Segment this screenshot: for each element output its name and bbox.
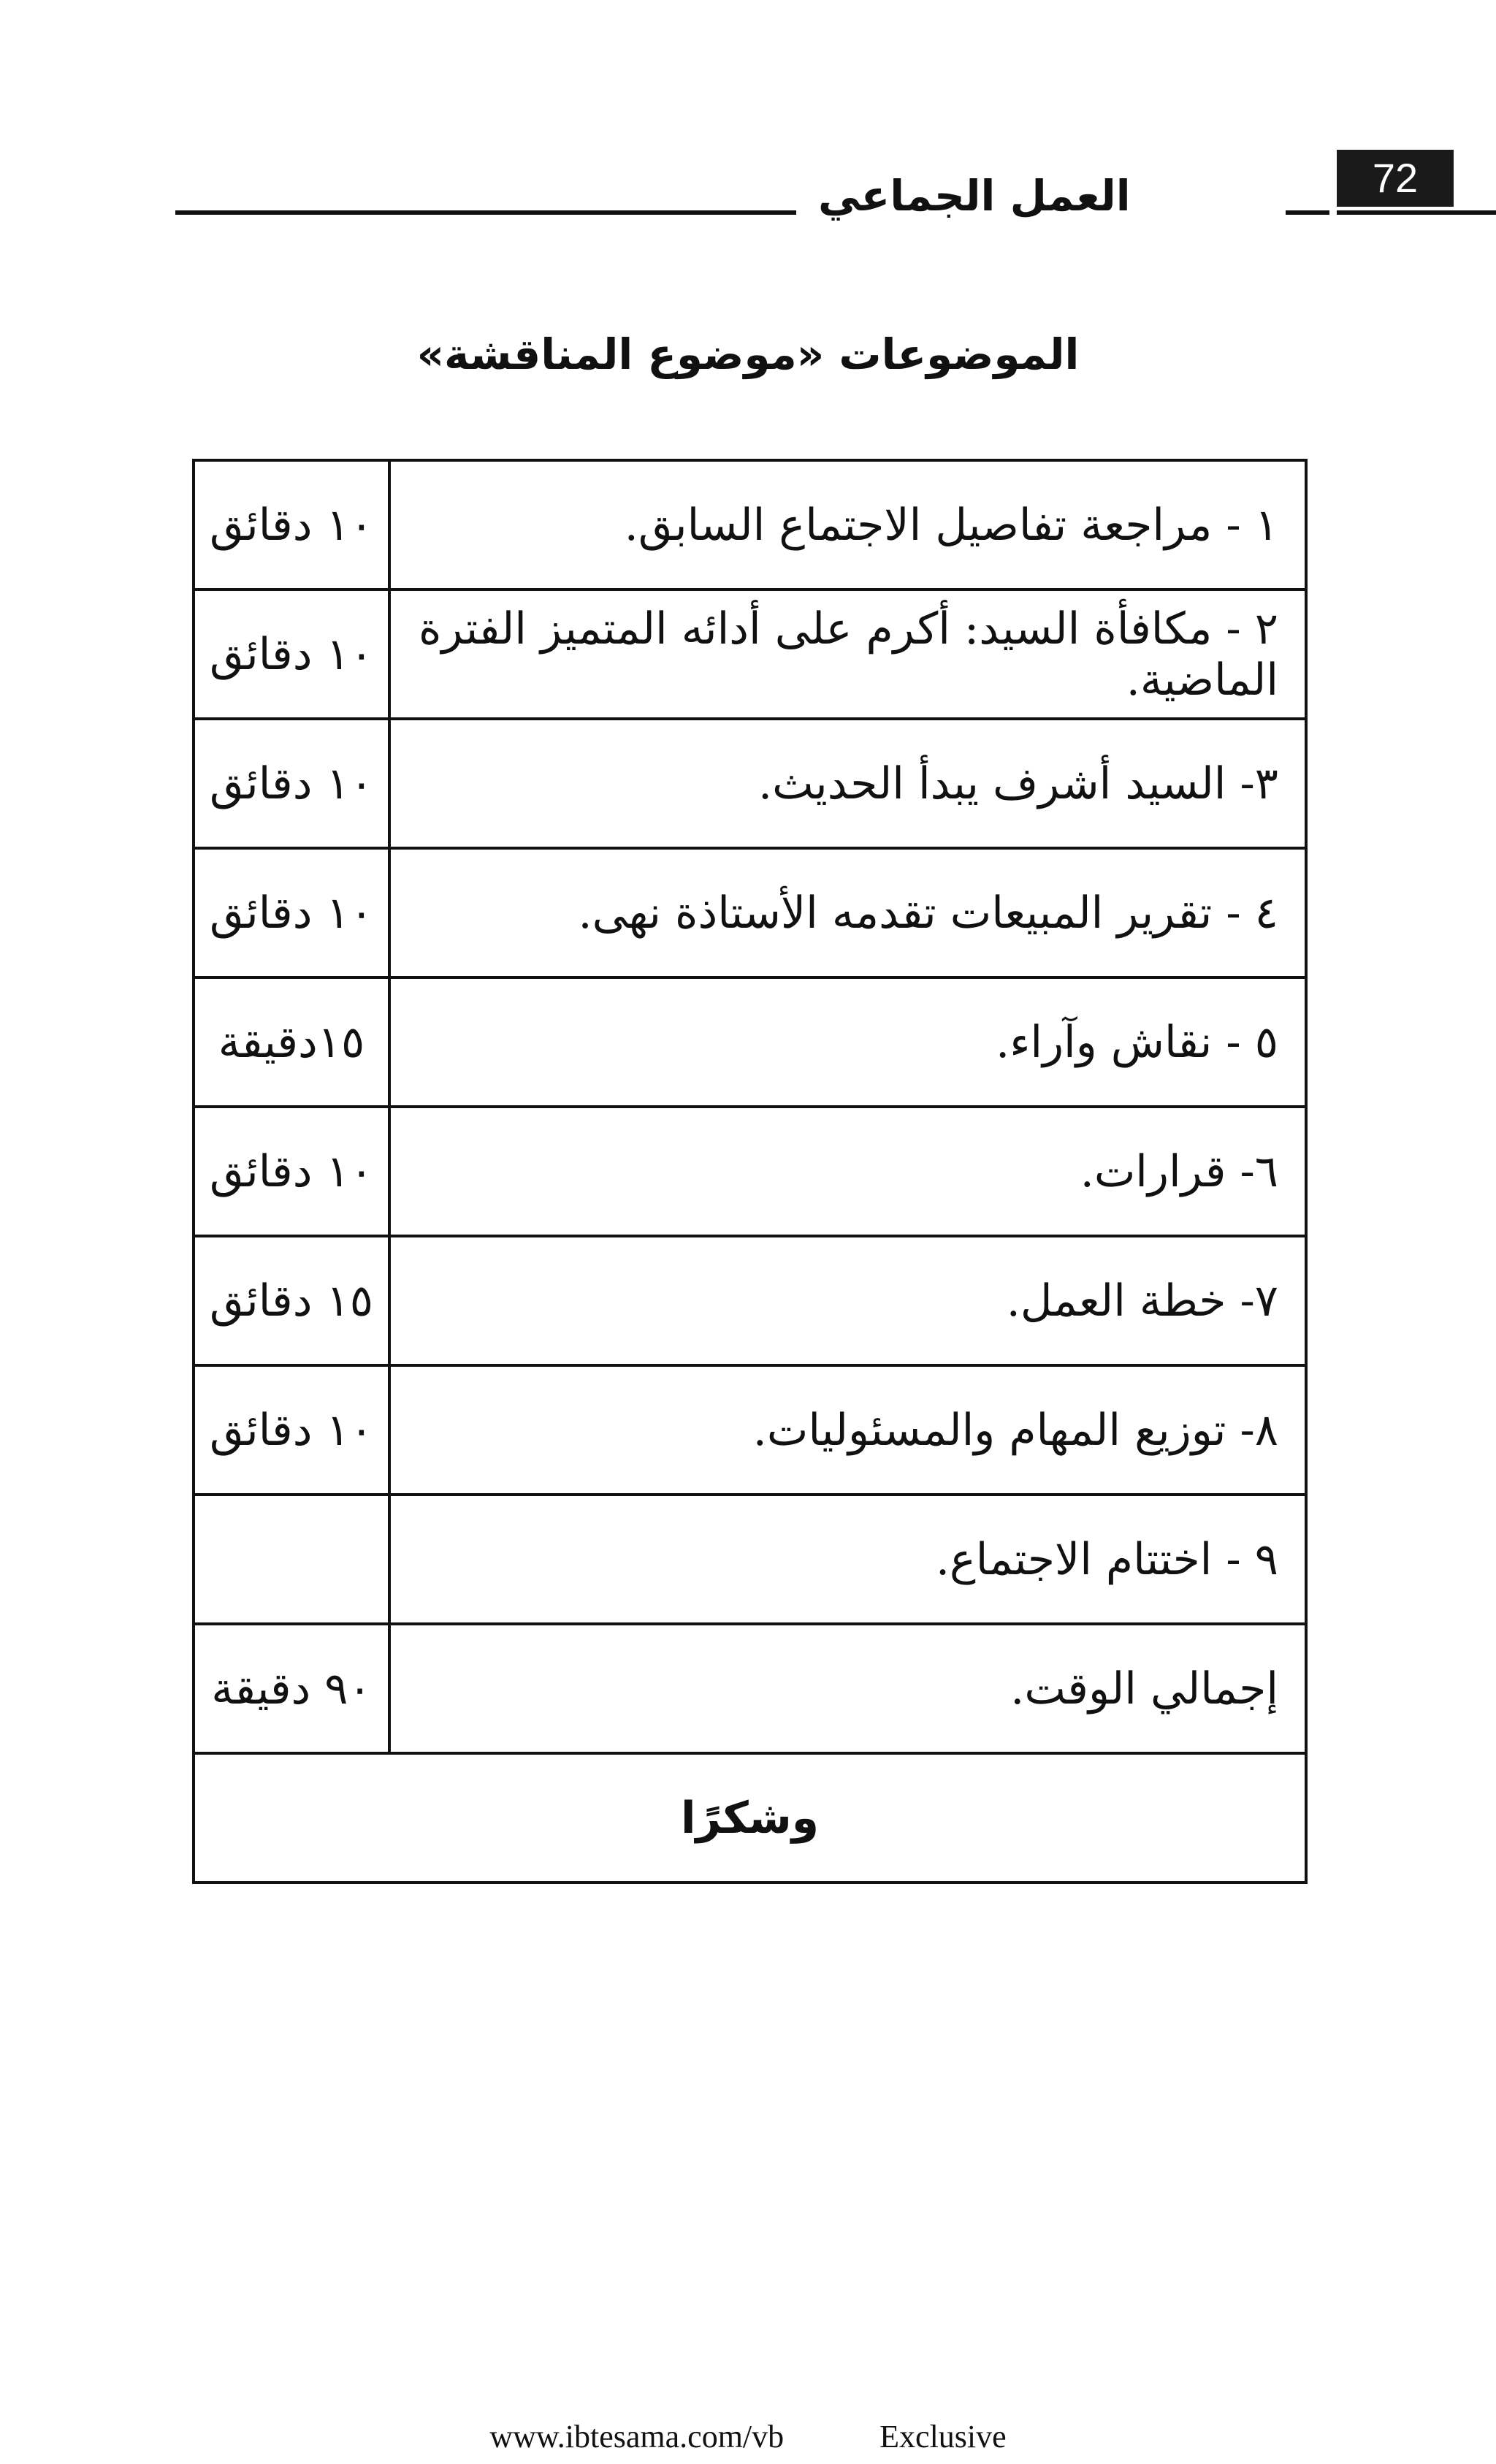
table-row	[194, 460, 1306, 590]
agenda-duration: ١٠ دقائق	[194, 460, 389, 590]
agenda-duration: ١٠ دقائق	[194, 590, 389, 719]
header-rule-mid	[1286, 210, 1329, 215]
agenda-duration: ١٠ دقائق	[194, 848, 389, 977]
table-row	[194, 1236, 1306, 1365]
header-rule-left	[175, 210, 796, 215]
table-row	[194, 977, 1306, 1107]
page-header	[175, 146, 1419, 226]
table-row	[194, 1624, 1306, 1753]
agenda-duration: ١٠ دقائق	[194, 719, 389, 848]
agenda-duration: ١٠ دقائق	[194, 1365, 389, 1495]
agenda-topic: ٩ - اختتام الاجتماع.	[389, 1495, 1306, 1624]
agenda-topic: ٣- السيد أشرف يبدأ الحديث.	[389, 719, 1306, 848]
agenda-topic: ٥ - نقاش وآراء.	[389, 977, 1306, 1107]
agenda-duration	[194, 1495, 389, 1624]
table-row	[194, 1107, 1306, 1236]
agenda-topic: ٨- توزيع المهام والمسئوليات.	[389, 1365, 1306, 1495]
agenda-duration: ١٥ دقائق	[194, 1236, 389, 1365]
footer-url: www.ibtesama.com/vb	[489, 2419, 785, 2455]
agenda-total-label: إجمالي الوقت.	[389, 1624, 1306, 1753]
page-footer	[0, 2418, 1496, 2455]
agenda-topic: ٤ - تقرير المبيعات تقدمه الأستاذة نهى.	[389, 848, 1306, 977]
table-row	[194, 1495, 1306, 1624]
agenda-duration: ١٠ دقائق	[194, 1107, 389, 1236]
agenda-topic: ٦- قرارات.	[389, 1107, 1306, 1236]
agenda-closing: وشكرًا	[194, 1753, 1306, 1883]
table-row	[194, 719, 1306, 848]
agenda-table	[192, 459, 1308, 1884]
agenda-topic: ١ - مراجعة تفاصيل الاجتماع السابق.	[389, 460, 1306, 590]
table-row	[194, 848, 1306, 977]
table-row	[194, 590, 1306, 719]
agenda-topic: ٢ - مكافأة السيد: أكرم على أدائه المتميز الفترة الماضية.	[389, 590, 1306, 719]
header-title: العمل الجماعي	[818, 171, 1131, 221]
header-rule-right	[1337, 210, 1496, 215]
agenda-topic: ٧- خطة العمل.	[389, 1236, 1306, 1365]
agenda-total-duration: ٩٠ دقيقة	[194, 1624, 389, 1753]
table-row	[194, 1753, 1306, 1883]
footer-tag: Exclusive	[879, 2419, 1007, 2455]
agenda-duration: ١٥دقيقة	[194, 977, 389, 1107]
section-title: الموضوعات «موضوع المناقشة»	[416, 329, 1080, 379]
table-row	[194, 1365, 1306, 1495]
page-number: 72	[1337, 150, 1454, 207]
